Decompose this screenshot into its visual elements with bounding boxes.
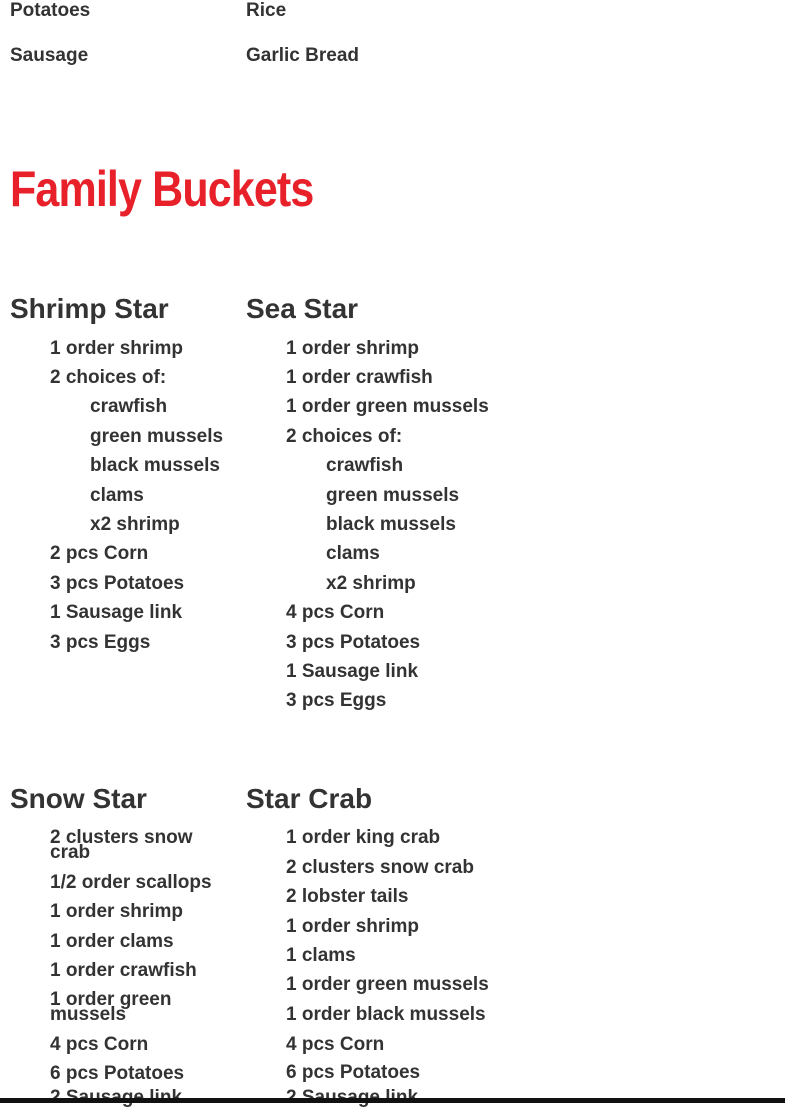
list-item: green mussels	[90, 426, 224, 447]
list-item: 4 pcs Corn	[286, 1034, 385, 1055]
list-item: 1 order shrimp	[50, 338, 184, 359]
list-item: 2 clusters snow crab	[286, 857, 474, 878]
list-item: 1 order clams	[50, 931, 174, 952]
list-item: 2 choices of:	[50, 367, 167, 388]
list-item: 3 pcs Potatoes	[286, 632, 421, 653]
list-item: 2 clusters snow crab	[50, 827, 193, 863]
bottom-divider	[0, 1098, 785, 1103]
list-item: crawfish	[326, 455, 404, 476]
bucket-title-snow-star: Snow Star	[10, 783, 147, 814]
list-item: 1 order crawfish	[286, 367, 433, 388]
section-title: Family Buckets	[10, 161, 314, 217]
list-item: black mussels	[326, 514, 456, 535]
list-item: 4 pcs Corn	[50, 1034, 149, 1055]
list-item: 1 order shrimp	[50, 901, 184, 922]
list-item: clams	[326, 543, 380, 564]
list-item: 1 Sausage link	[50, 602, 183, 623]
side-item-rice: Rice	[246, 0, 287, 21]
side-item-sausage: Sausage	[10, 45, 89, 66]
list-item: 2 choices of:	[286, 426, 403, 447]
list-item: 1 order green mussels	[50, 989, 172, 1025]
list-item: 3 pcs Eggs	[50, 632, 151, 653]
list-item: 1 Sausage link	[286, 661, 419, 682]
list-item: 1/2 order scallops	[50, 872, 212, 893]
side-item-potatoes: Potatoes	[10, 0, 91, 21]
list-item: x2 shrimp	[326, 573, 416, 594]
list-item: 6 pcs Potatoes	[286, 1062, 421, 1083]
list-item: 1 order black mussels	[286, 1004, 486, 1025]
bucket-title-star-crab: Star Crab	[246, 783, 373, 814]
list-item: 1 order shrimp	[286, 338, 420, 359]
list-item: clams	[90, 485, 144, 506]
list-item: 1 order green mussels	[286, 974, 489, 995]
list-item: 3 pcs Potatoes	[50, 573, 185, 594]
list-item: 4 pcs Corn	[286, 602, 385, 623]
list-item: 6 pcs Potatoes	[50, 1063, 185, 1084]
list-item: 2 lobster tails	[286, 886, 409, 907]
bucket-title-shrimp-star: Shrimp Star	[10, 293, 169, 324]
list-item: crawfish	[90, 396, 168, 417]
list-item: 1 order shrimp	[286, 916, 420, 937]
list-item: black mussels	[90, 455, 220, 476]
list-item: 1 order crawfish	[50, 960, 197, 981]
list-item: green mussels	[326, 485, 460, 506]
list-item: 1 order green mussels	[286, 396, 489, 417]
bucket-title-sea-star: Sea Star	[246, 293, 359, 324]
list-item: 1 order king crab	[286, 827, 441, 848]
side-item-garlic-bread: Garlic Bread	[246, 45, 359, 66]
list-item: 3 pcs Eggs	[286, 690, 387, 711]
list-item: 1 clams	[286, 945, 356, 966]
list-item: 2 pcs Corn	[50, 543, 149, 564]
list-item: x2 shrimp	[90, 514, 180, 535]
